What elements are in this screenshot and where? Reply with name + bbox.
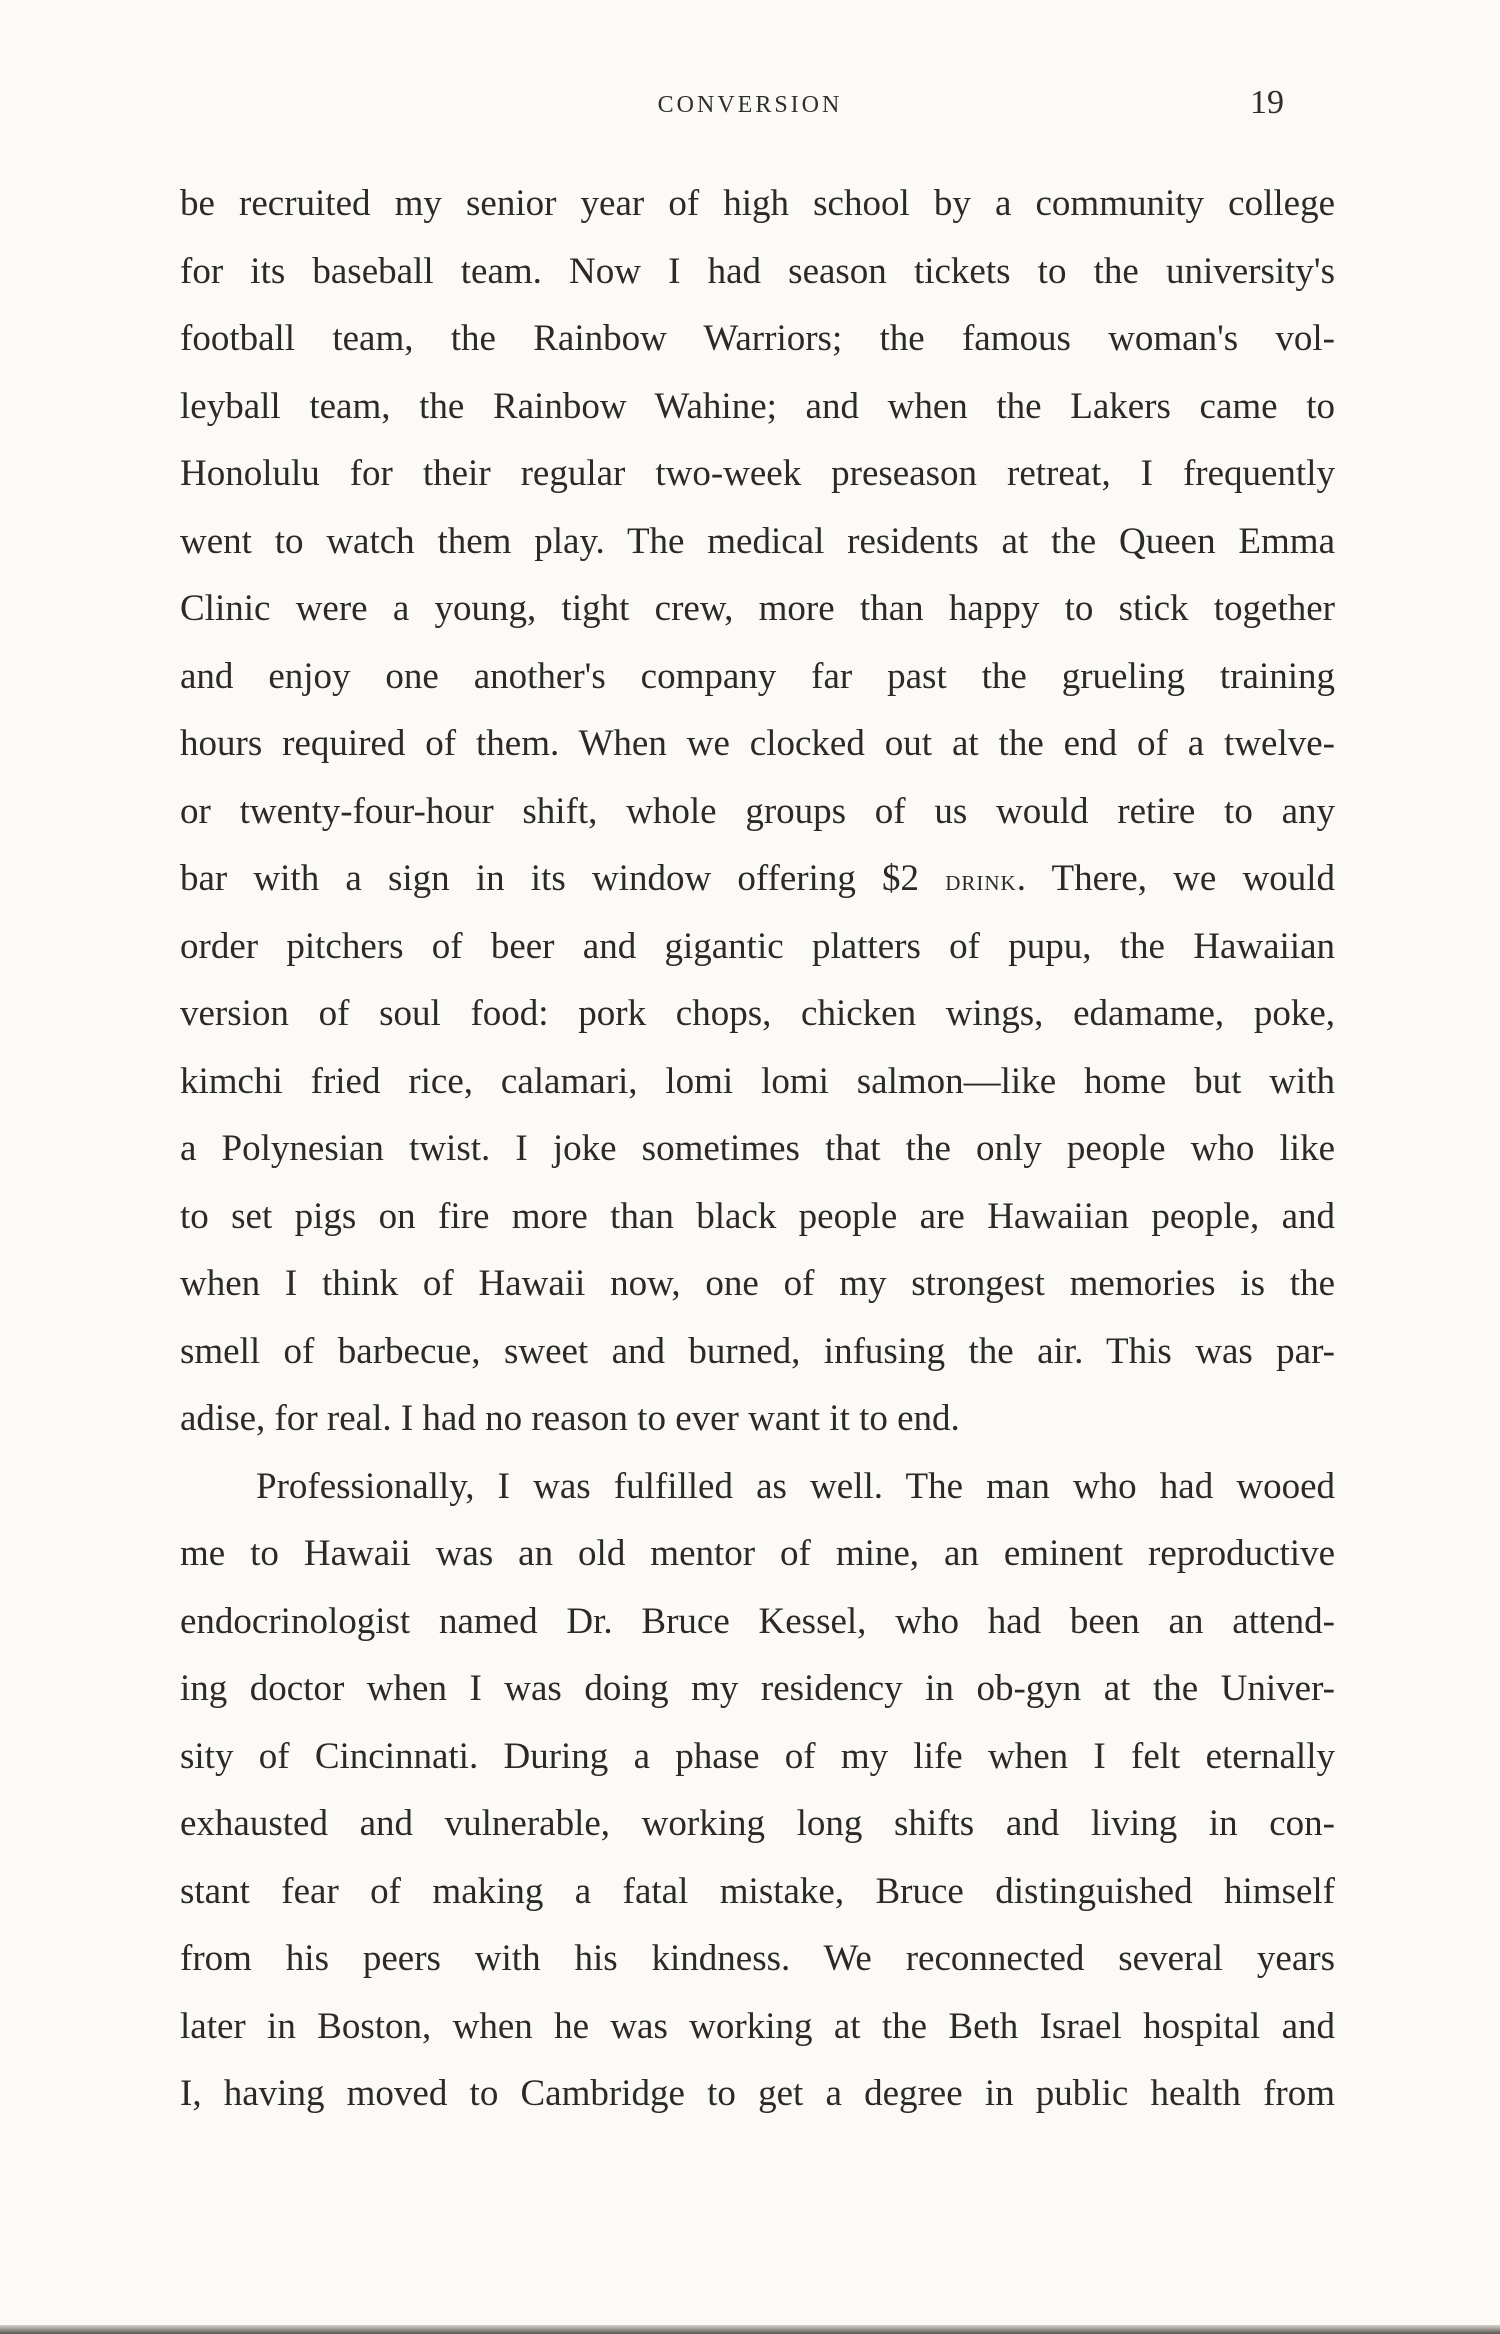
text-line: football team, the Rainbow Warriors; the famous woman's vol- [180,318,1335,359]
text-line: order pitchers of beer and gigantic platters of pupu, the Hawaiian [180,925,1335,967]
text-segment: . There, we would [1016,858,1335,899]
chapter-title: CONVERSION [657,92,843,118]
text-segment: bar with a sign in its window offering $2 [180,858,946,899]
text-line: Honolulu for their regular two-week preseason retreat, I frequently [180,453,1335,494]
text-line: kimchi fried rice, calamari, lomi lomi salmon—like home but with [180,1060,1335,1102]
page-number: 19 [1250,84,1284,121]
body-text [180,170,1335,2128]
text-line: ing doctor when I was doing my residency in ob-gyn at the Univer- [180,1668,1335,1709]
text-line: Clinic were a young, tight crew, more than happy to stick together [180,588,1335,629]
drink-sign-text: drink [945,864,1017,897]
text-line: to set pigs on fire more than black people are Hawaiian people, and [180,1195,1335,1237]
text-line: smell of barbecue, sweet and burned, infusing the air. This was par- [180,1330,1335,1372]
text-line: adise, for real. I had no reason to ever want it to end. [180,1398,960,1439]
text-line [180,845,1335,913]
text-line: or twenty-four-hour shift, whole groups of us would retire to any [180,790,1335,832]
text-line: I, having moved to Cambridge to get a degree in public health from [180,2073,1335,2114]
text-line: when I think of Hawaii now, one of my strongest memories is the [180,1263,1335,1304]
running-head [0,84,1500,128]
text-line: stant fear of making a fatal mistake, Bruce distinguished himself [180,1870,1335,1912]
text-line: Professionally, I was fulfilled as well. The man who had wooed [256,1465,1335,1507]
text-line: leyball team, the Rainbow Wahine; and when the Lakers came to [180,385,1335,427]
paragraph-1 [180,170,1335,1453]
page-bottom-edge [0,2325,1500,2334]
text-line: hours required of them. When we clocked out at the end of a twelve- [180,723,1335,764]
text-line: later in Boston, when he was working at the Beth Israel hospital and [180,2005,1335,2047]
text-line: me to Hawaii was an old mentor of mine, an eminent reproductive [180,1533,1335,1574]
text-line: sity of Cincinnati. During a phase of my life when I felt eternally [180,1735,1335,1777]
paragraph-2 [180,1453,1335,2128]
text-line: from his peers with his kindness. We reconnected several years [180,1938,1335,1979]
text-line: and enjoy one another's company far past the grueling training [180,655,1335,697]
text-line: a Polynesian twist. I joke sometimes that the only people who like [180,1128,1335,1169]
text-line: version of soul food: pork chops, chicken wings, edamame, poke, [180,993,1335,1034]
text-line: for its baseball team. Now I had season tickets to the university's [180,250,1335,292]
text-line: be recruited my senior year of high school by a community college [180,183,1335,224]
text-line: endocrinologist named Dr. Bruce Kessel, who had been an attend- [180,1600,1335,1642]
text-line: went to watch them play. The medical residents at the Queen Emma [180,520,1335,562]
text-line: exhausted and vulnerable, working long shifts and living in con- [180,1803,1335,1844]
